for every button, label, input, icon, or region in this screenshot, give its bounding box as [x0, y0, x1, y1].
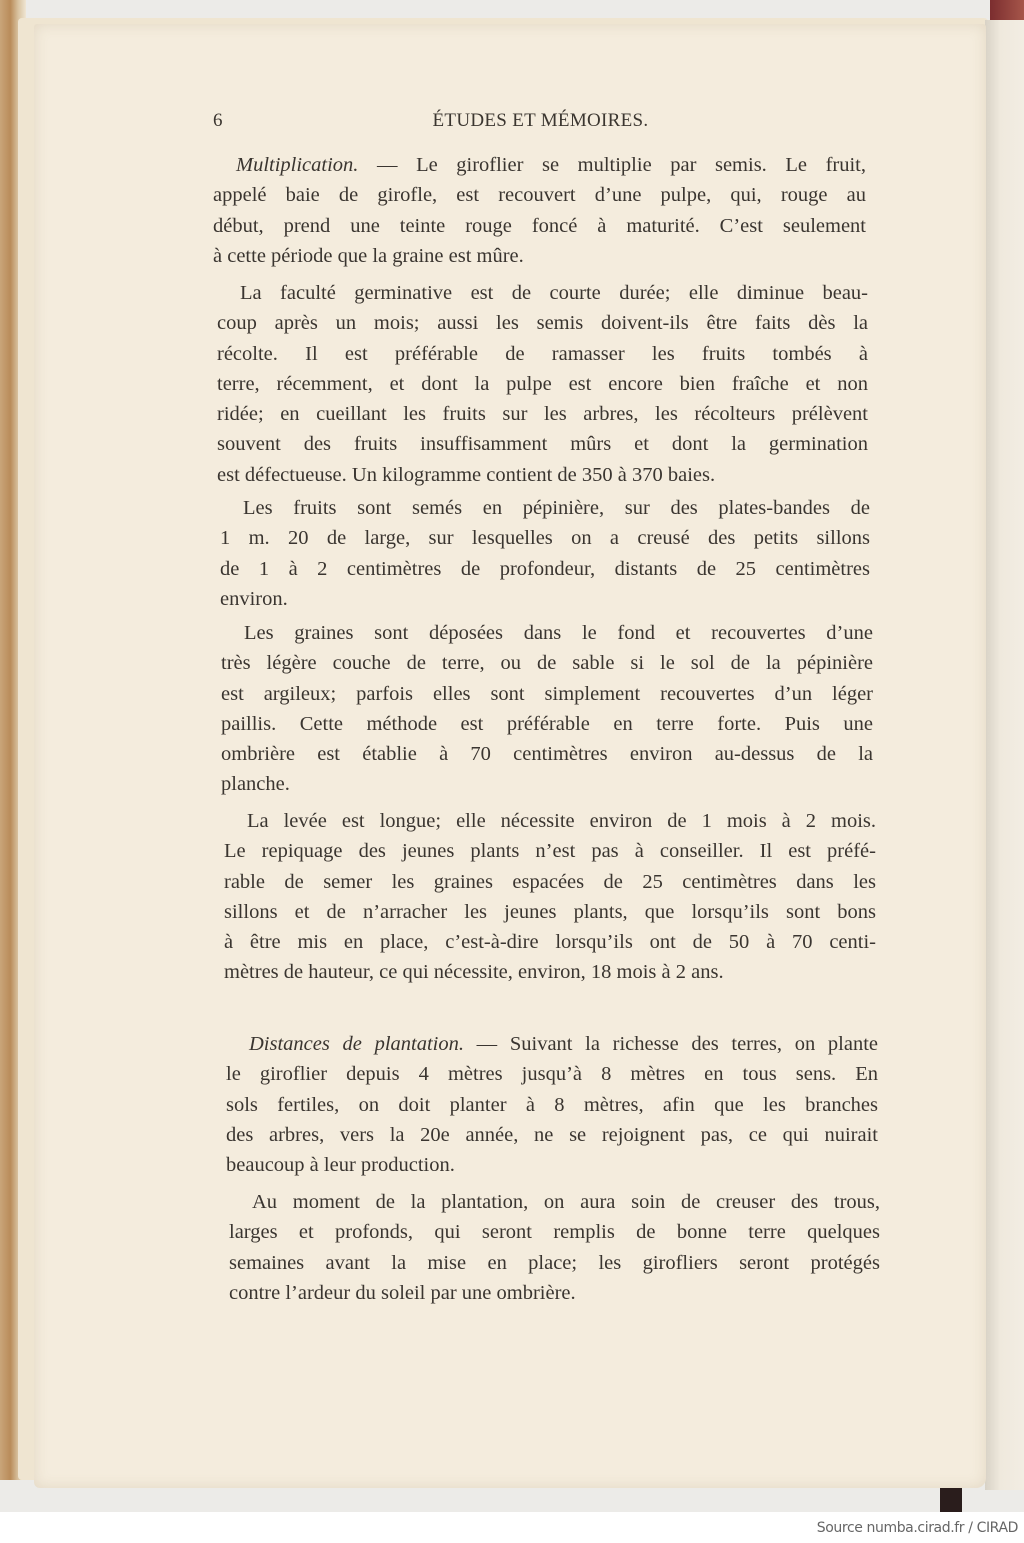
text-line	[217, 278, 868, 308]
text-line	[224, 867, 876, 897]
text-line	[213, 180, 866, 210]
line-text: 1 m. 20 de large, sur lesquelles on a creusé des petits sillons	[220, 527, 870, 550]
line-text: — Le giroflier se multiplie par semis. Le fruit,	[358, 154, 866, 176]
text-line	[224, 806, 876, 836]
text-line	[217, 399, 868, 429]
text-line	[217, 308, 868, 338]
line-text: à cette période que la graine est mûre.	[213, 244, 524, 267]
text-line	[220, 584, 870, 614]
line-text: est défectueuse. Un kilogramme contient de 350 à 370 baies.	[217, 463, 716, 486]
paragraph	[213, 150, 866, 271]
text-line	[221, 648, 873, 678]
line-text: coup après un mois; aussi les semis doivent-ils être faits dès la	[217, 312, 868, 335]
line-text: terre, récemment, et dont la pulpe est encore bien fraîche et non	[217, 372, 868, 395]
text-line	[229, 1248, 880, 1278]
text-line	[213, 211, 866, 241]
line-text: Les graines sont déposées dans le fond et recouvertes d’une	[244, 622, 873, 644]
page-header	[213, 110, 868, 136]
paragraph	[226, 1029, 878, 1180]
line-text: larges et profonds, qui seront remplis de bonne terre quelques	[229, 1221, 880, 1244]
text-line	[220, 523, 870, 553]
running-head: ÉTUDES ET MÉMOIRES.	[432, 110, 649, 131]
text-line	[217, 369, 868, 399]
line-text: Les fruits sont semés en pépinière, sur des plates-bandes de	[243, 497, 870, 519]
text-line	[226, 1120, 878, 1150]
bookmark-ribbon-bottom	[940, 1488, 962, 1512]
line-text: semaines avant la mise en place; les girofliers seront protégés	[229, 1251, 880, 1274]
text-line	[221, 618, 873, 648]
line-text: — Suivant la richesse des terres, on plante	[463, 1033, 878, 1055]
line-text: appelé baie de girofle, est recouvert d’une pulpe, qui, rouge au	[213, 184, 866, 207]
text-line	[221, 679, 873, 709]
line-text: récolte. Il est préférable de ramasser les fruits tombés à	[217, 342, 868, 365]
line-text: Le repiquage des jeunes plants n’est pas à conseiller. Il est préfé-	[224, 840, 876, 863]
paragraph	[220, 493, 870, 614]
line-text: le giroflier depuis 4 mètres jusqu’à 8 mètres en tous sens. En	[226, 1063, 878, 1086]
line-text: paillis. Cette méthode est préférable en terre forte. Puis une	[221, 712, 873, 735]
line-text: Au moment de la plantation, on aura soin de creuser des trous,	[252, 1191, 880, 1213]
text-line	[221, 739, 873, 769]
line-text: début, prend une teinte rouge foncé à maturité. C’est seulement	[213, 214, 866, 237]
line-text: ridée; en cueillant les fruits sur les arbres, les récolteurs prélèvent	[217, 403, 868, 426]
text-line	[226, 1059, 878, 1089]
line-text: à être mis en place, c’est-à-dire lorsqu’ils ont de 50 à 70 centi-	[224, 931, 876, 954]
text-line	[229, 1217, 880, 1247]
text-line	[221, 769, 873, 799]
text-line	[213, 241, 866, 271]
line-text: des arbres, vers la 20e année, ne se rejoignent pas, ce qui nuirait	[226, 1123, 878, 1146]
line-text: planche.	[221, 773, 290, 796]
paragraph	[224, 806, 876, 988]
line-text: La levée est longue; elle nécessite environ de 1 mois à 2 mois.	[247, 810, 876, 832]
text-line	[224, 897, 876, 927]
line-text: sillons et de n’arracher les jeunes plants, que lorsqu’ils sont bons	[224, 900, 876, 923]
line-text: de 1 à 2 centimètres de profondeur, distants de 25 centimètres	[220, 557, 870, 580]
line-text: contre l’ardeur du soleil par une ombrière.	[229, 1281, 576, 1304]
text-line	[224, 927, 876, 957]
text-line	[229, 1187, 880, 1217]
line-text: souvent des fruits insuffisamment mûrs et dont la germination	[217, 433, 868, 456]
bookmark-ribbon	[990, 0, 1024, 20]
line-text: La faculté germinative est de courte durée; elle diminue beau-	[240, 282, 868, 304]
text-line	[217, 339, 868, 369]
page-edge	[985, 20, 1024, 1490]
paragraph	[221, 618, 873, 800]
text-line	[220, 554, 870, 584]
text-line	[226, 1029, 878, 1059]
line-text: sols fertiles, on doit planter à 8 mètres, afin que les branches	[226, 1093, 878, 1116]
line-text: ombrière est établie à 70 centimètres environ au-dessus de la	[221, 743, 873, 766]
paragraph	[217, 278, 868, 490]
text-line	[229, 1278, 880, 1308]
paragraph-lead: Multiplication.	[236, 154, 359, 176]
line-text: environ.	[220, 587, 288, 610]
page-number: 6	[213, 110, 223, 131]
paragraph-lead: Distances de plantation.	[249, 1033, 464, 1055]
text-line	[226, 1090, 878, 1120]
line-text: rable de semer les graines espacées de 25 centimètres dans les	[224, 870, 876, 893]
text-line	[220, 493, 870, 523]
text-line	[217, 460, 868, 490]
text-line	[221, 709, 873, 739]
text-line	[217, 429, 868, 459]
source-credit: Source numba.cirad.fr / CIRAD	[816, 1520, 1018, 1536]
paragraph	[229, 1187, 880, 1308]
text-line	[226, 1150, 878, 1180]
line-text: beaucoup à leur production.	[226, 1154, 455, 1177]
line-text: mètres de hauteur, ce qui nécessite, environ, 18 mois à 2 ans.	[224, 961, 724, 984]
text-line	[224, 836, 876, 866]
text-line	[224, 957, 876, 987]
line-text: très légère couche de terre, ou de sable si le sol de la pépinière	[221, 652, 873, 675]
line-text: est argileux; parfois elles sont simplement recouvertes d’un léger	[221, 682, 873, 705]
text-line	[213, 150, 866, 180]
